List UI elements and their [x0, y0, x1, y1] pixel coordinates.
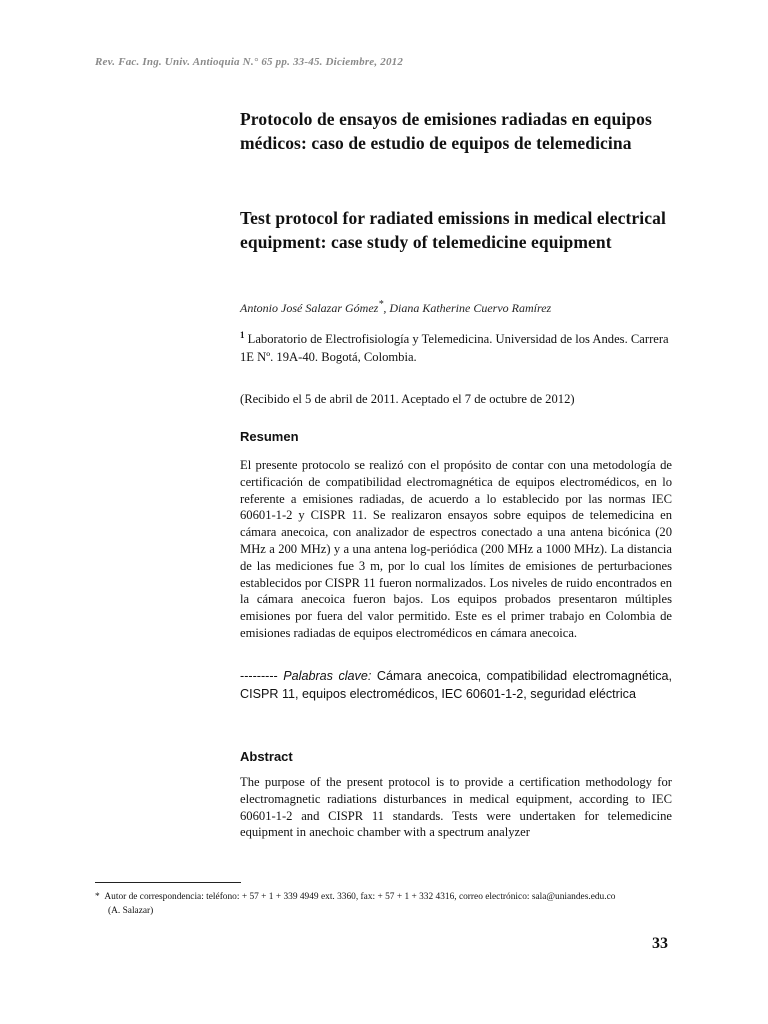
keywords-dashes: ---------: [240, 669, 278, 683]
received-dates: (Recibido el 5 de abril de 2011. Aceptado el 7 de octubre de 2012): [240, 392, 575, 406]
footnote: [95, 890, 685, 918]
title-english: Test protocol for radiated emissions in medical electrical equipment: case study of telemedicine equipment: [240, 208, 666, 252]
page-number: 33: [652, 935, 668, 952]
keywords-text: Cámara anecoica, compatibilidad electromagnética, CISPR 11, equipos electromédicos, IEC 60601-1-2, seguridad eléctrica: [240, 669, 673, 702]
title-english-block: [240, 206, 672, 254]
abstract-paragraph: The purpose of the present protocol is to provide a certification methodology for electromagnetic radiations disturbances in medical equipment, according to IEC 60601-1-2 and CISPR 11 standards. Tests were undertaken for telemedicine equipment in anechoic chamber with a spectrum analyzer: [240, 775, 672, 840]
footnote-divider: [95, 882, 241, 883]
footnote-text: Autor de correspondencia: teléfono: + 57 + 1 + 339 4949 ext. 3360, fax: + 57 + 1 + 332 4316, correo electrónico: sala@uniandes.edu.co: [104, 892, 616, 902]
affiliation: [240, 326, 672, 366]
abstract-heading: Abstract: [240, 749, 293, 764]
resumen-paragraph: El presente protocolo se realizó con el propósito de contar con una metodología de certificación de compatibilidad electromagnética de equipos electromédicos, en lo referente a emisiones radiadas, de acuerdo a lo establecido por las normas IEC 60601-1-2 y CISPR 11. Se realizaron ensayos sobre equipos de telemedicina en cámara anecoica, con analizador de espectros conectado a una antena bicónica (20 MHz a 200 MHz) y a una antena log-periódica (200 MHz a 1000 MHz). La distancia de las mediciones fue 3 m, por lo cual los límites de emisiones de perturbaciones establecidos por CISPR 11 fueron normalizados. Los niveles de ruido encontrados en la cámara anecoica fueron bajos. Los equipos probados presentaron múltiples emisiones por fuera del valor permitido. Este es el primer trabajo en Colombia de emisiones radiadas de equipos electromédicos en cámara anecoica.: [240, 458, 672, 640]
authors-line: [240, 299, 672, 316]
corresponding-marker: *: [378, 299, 384, 310]
footnote-marker: *: [95, 892, 100, 902]
affiliation-marker: 1: [240, 330, 245, 340]
resumen-body-block: [240, 457, 672, 642]
resumen-heading: Resumen: [240, 429, 299, 444]
author-primary: Antonio José Salazar Gómez: [240, 301, 379, 315]
abstract-heading-block: [240, 749, 672, 764]
title-spanish-block: [240, 107, 672, 155]
resumen-heading-block: [240, 429, 672, 444]
title-spanish: Protocolo de ensayos de emisiones radiadas en equipos médicos: caso de estudio de equipos de telemedicina: [240, 109, 652, 153]
author-secondary: , Diana Katherine Cuervo Ramírez: [383, 301, 552, 315]
keywords-block: [240, 667, 672, 703]
journal-reference: Rev. Fac. Ing. Univ. Antioquia N.° 65 pp. 33-45. Diciembre, 2012: [95, 56, 404, 68]
keywords-label: Palabras clave:: [277, 669, 372, 683]
footnote-author-initials: (A. Salazar): [108, 906, 154, 916]
affiliation-text: Laboratorio de Electrofisiología y Telemedicina. Universidad de los Andes. Carrera 1E Nº. 19A-40. Bogotá, Colombia.: [240, 332, 669, 365]
abstract-body-block: [240, 774, 672, 841]
